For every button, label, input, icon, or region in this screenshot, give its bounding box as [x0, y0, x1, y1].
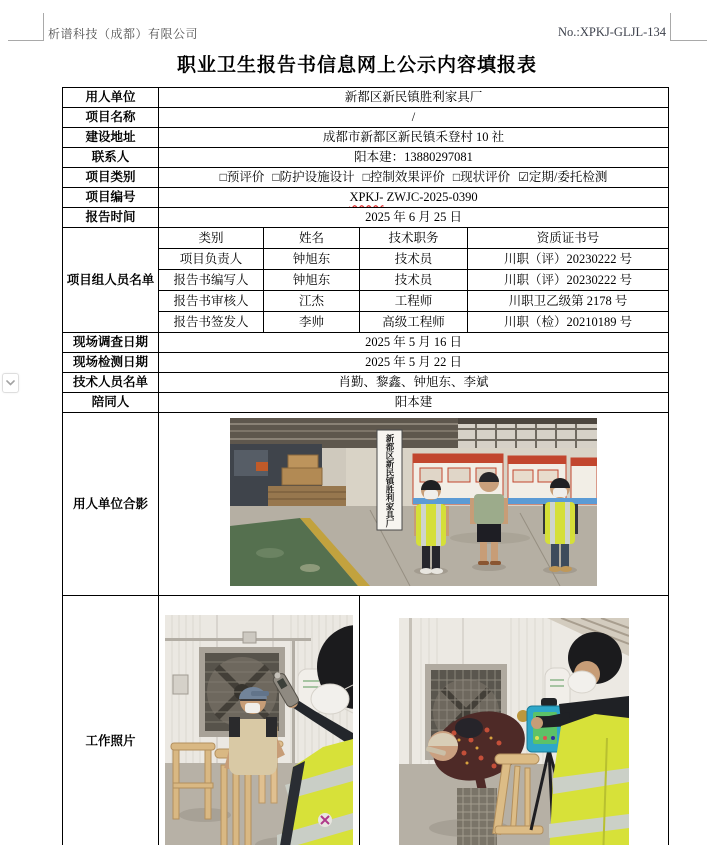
table-row: [63, 333, 669, 353]
table-row: [63, 148, 669, 168]
checkbox-icon: □: [362, 170, 370, 185]
cell-personnel-label: 项目组人员名单: [63, 228, 159, 333]
document-number: No.:XPKJ-GLJL-134: [558, 25, 666, 39]
table-row: [63, 188, 669, 208]
table-row: [63, 128, 669, 148]
group-photo: [230, 418, 597, 586]
cell-project-name-label: 项目名称: [63, 108, 159, 128]
cell-contact-value: 阳本建：13880297081: [159, 148, 669, 168]
checkbox-option-protective-design[interactable]: □防护设施设计: [272, 170, 355, 185]
checkbox-checked-icon: ☑: [518, 170, 529, 185]
cell-survey-date-label: 现场调查日期: [63, 333, 159, 353]
cell-category-label: 项目类别: [63, 168, 159, 188]
cell-employer-value: 新都区新民镇胜利家具厂: [159, 88, 669, 108]
personnel-cell: 川职（评）20230222 号: [468, 249, 669, 270]
chevron-down-icon: [6, 380, 15, 386]
personnel-header-name: 姓名: [264, 228, 360, 249]
checkbox-option-status-evaluation[interactable]: □现状评价: [452, 170, 511, 185]
table-row: [63, 208, 669, 228]
personnel-cell: 川职卫乙级第 2178 号: [468, 291, 669, 312]
cell-work-photo-right: [360, 596, 669, 845]
checkbox-option-pre-evaluation[interactable]: □预评价: [219, 170, 265, 185]
cell-work-photo-left: [159, 596, 360, 845]
checkbox-icon: □: [452, 170, 461, 185]
work-photo-right-image: [399, 618, 629, 845]
cell-employer-label: 用人单位: [63, 88, 159, 108]
personnel-cell: 钟旭东: [264, 249, 360, 270]
project-code-flagged: XPKJ-: [349, 190, 384, 205]
table-row: [63, 596, 669, 845]
page-margin-corner-mark-right: [670, 13, 707, 41]
group-photo-image: [230, 418, 597, 586]
cell-project-name-value: /: [159, 108, 669, 128]
page-margin-corner-mark-left: [8, 13, 44, 41]
work-photo-left-image: [165, 615, 353, 845]
cell-escort-value: 阳本建: [159, 393, 669, 413]
cell-report-date-label: 报告时间: [63, 208, 159, 228]
cell-group-photo: [159, 413, 669, 596]
checkbox-option-periodic-testing[interactable]: ☑定期/委托检测: [518, 170, 608, 185]
checkbox-icon: □: [219, 170, 227, 185]
project-code-rest: ZWJC-2025-0390: [383, 190, 478, 205]
cell-work-photo-label: 工作照片: [63, 596, 159, 845]
personnel-cell: 江杰: [264, 291, 360, 312]
personnel-cell: 技术员: [360, 249, 468, 270]
personnel-header-category: 类别: [159, 228, 264, 249]
personnel-cell: 报告书签发人: [159, 312, 264, 333]
checkbox-option-control-effect[interactable]: □控制效果评价: [362, 170, 445, 185]
cell-technicians-label: 技术人员名单: [63, 373, 159, 393]
cell-report-date-value: 2025 年 6 月 25 日: [159, 208, 669, 228]
personnel-cell: 川职（检）20210189 号: [468, 312, 669, 333]
cell-address-value: 成都市新都区新民镇禾登村 10 社: [159, 128, 669, 148]
work-photo-left: [165, 615, 353, 845]
personnel-cell: 川职（评）20230222 号: [468, 270, 669, 291]
personnel-cell: 报告书审核人: [159, 291, 264, 312]
table-row: [63, 353, 669, 373]
personnel-cell: 报告书编写人: [159, 270, 264, 291]
cell-contact-label: 联系人: [63, 148, 159, 168]
table-row: [63, 168, 669, 188]
work-photo-right: [399, 618, 629, 845]
page-title: 职业卫生报告书信息网上公示内容填报表: [176, 55, 537, 76]
cell-detect-date-value: 2025 年 5 月 22 日: [159, 353, 669, 373]
checkbox-icon: □: [272, 170, 280, 185]
table-row: [63, 413, 669, 596]
personnel-cell: 项目负责人: [159, 249, 264, 270]
table-row: [63, 373, 669, 393]
table-row: [63, 88, 669, 108]
form-table: [62, 87, 669, 845]
cell-technicians-value: 肖勤、黎鑫、钟旭东、李斌: [159, 373, 669, 393]
factory-banner-text: 新都区新民镇胜利家具厂: [385, 434, 395, 528]
personnel-cell: 技术员: [360, 270, 468, 291]
table-row: [63, 393, 669, 413]
cell-survey-date-value: 2025 年 5 月 16 日: [159, 333, 669, 353]
personnel-cell: 李帅: [264, 312, 360, 333]
cell-escort-label: 陪同人: [63, 393, 159, 413]
collapse-chevron-button[interactable]: [2, 373, 19, 393]
personnel-cell: 钟旭东: [264, 270, 360, 291]
cell-category-value: [159, 168, 669, 188]
cell-project-no-label: 项目编号: [63, 188, 159, 208]
personnel-header-cert: 资质证书号: [468, 228, 669, 249]
company-name: 析谱科技（成都）有限公司: [48, 27, 199, 41]
personnel-header-title: 技术职务: [360, 228, 468, 249]
personnel-cell: 工程师: [360, 291, 468, 312]
cell-project-no-value: [159, 188, 669, 208]
table-row: [63, 228, 669, 249]
cell-address-label: 建设地址: [63, 128, 159, 148]
cell-detect-date-label: 现场检测日期: [63, 353, 159, 373]
personnel-cell: 高级工程师: [360, 312, 468, 333]
cell-group-photo-label: 用人单位合影: [63, 413, 159, 596]
table-row: [63, 108, 669, 128]
